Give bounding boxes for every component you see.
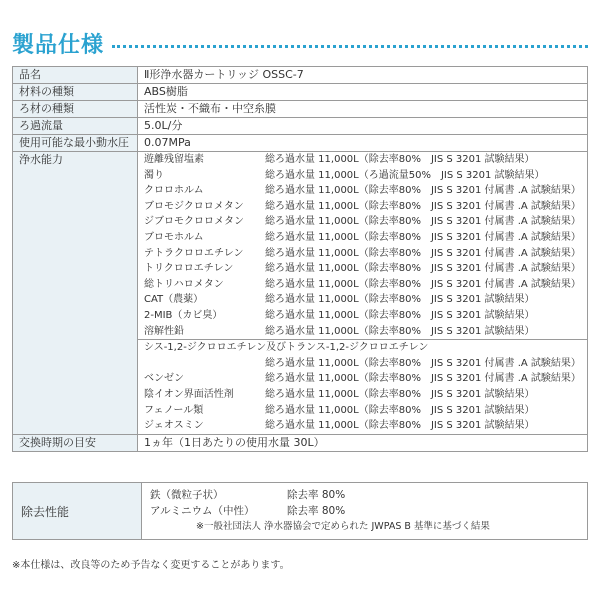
spec-value: ABS樹脂	[138, 84, 588, 101]
capability-row	[144, 387, 581, 403]
contaminant-name: 溶解性鉛	[144, 325, 184, 337]
spec-label: 使用可能な最小動水圧	[13, 135, 138, 152]
spec-row-min-pressure	[13, 135, 588, 152]
spec-value: 活性炭・不織布・中空糸膜	[138, 101, 588, 118]
contaminant-result: 総ろ過水量 11,000L（除去率80% JIS S 3201 付属書 .A 試験結果）	[265, 373, 581, 385]
contaminant-result: 総ろ過水量 11,000L（除去率80% JIS S 3201 試験結果）	[265, 404, 535, 416]
spec-label: 浄水能力	[13, 152, 138, 435]
contaminant-result: 総ろ過水量 11,000L（ろ過流量50% JIS S 3201 試験結果）	[265, 169, 545, 181]
spec-row-materials	[13, 84, 588, 101]
page-title: 製品仕様	[12, 32, 105, 58]
capability-row	[144, 308, 581, 324]
contaminant-name: テトラクロロエチレン	[144, 247, 244, 259]
capability-row	[144, 292, 581, 308]
contaminant-name: 遊離残留塩素	[144, 154, 204, 165]
capability-group-1	[138, 152, 588, 340]
contaminant-result: 総ろ過水量 11,000L（除去率80% JIS S 3201 試験結果）	[265, 309, 535, 321]
contaminant-result: 総ろ過水量 11,000L（除去率80% JIS S 3201 試験結果）	[265, 154, 535, 165]
contaminant-name: CAT（農薬）	[144, 294, 204, 306]
contaminant-result: 総ろ過水量 11,000L（除去率80% JIS S 3201 付属書 .A 試験結果）	[265, 263, 581, 275]
section-header	[12, 28, 588, 58]
removal-table	[12, 482, 588, 540]
removal-item	[150, 487, 579, 503]
spec-label: 品名	[13, 67, 138, 84]
contaminant-result: 総ろ過水量 11,000L（除去率80% JIS S 3201 試験結果）	[265, 325, 535, 337]
removal-row	[13, 483, 588, 540]
capability-row	[144, 168, 581, 184]
contaminant-name: トリクロロエチレン	[144, 263, 234, 275]
contaminant-name: 陰イオン界面活性剤	[144, 388, 234, 400]
capability-row	[144, 261, 581, 277]
spec-label: 交換時期の目安	[13, 434, 138, 451]
spec-row-flow-rate	[13, 118, 588, 135]
spec-value: 5.0L/分	[138, 118, 588, 135]
removal-label: 除去性能	[13, 483, 142, 540]
footnote: ※本仕様は、改良等のため予告なく変更することがあります。	[12, 560, 290, 571]
capability-row	[144, 324, 581, 340]
contaminant-result: 総ろ過水量 11,000L（除去率80% JIS S 3201 付属書 .A 試験結果）	[265, 200, 581, 212]
spec-label: 材料の種類	[13, 84, 138, 101]
contaminant-name: ブロモホルム	[144, 231, 204, 243]
capability-group-2	[138, 340, 588, 435]
removal-item-rate: 除去率 80%	[287, 489, 346, 501]
contaminant-name: 濁り	[144, 169, 164, 181]
contaminant-result: 総ろ過水量 11,000L（除去率80% JIS S 3201 試験結果）	[265, 388, 535, 400]
capability-row	[144, 403, 581, 419]
capability-row	[144, 183, 581, 199]
contaminant-name: クロロホルム	[144, 185, 204, 197]
contaminant-result: 総ろ過水量 11,000L（除去率80% JIS S 3201 付属書 .A 試験結果）	[265, 247, 581, 259]
capability-row	[144, 230, 581, 246]
contaminant-name: フェノール類	[144, 404, 204, 416]
contaminant-result: 総ろ過水量 11,000L（除去率80% JIS S 3201 付属書 .A 試験結果）	[265, 278, 581, 290]
contaminant-result: 総ろ過水量 11,000L（除去率80% JIS S 3201 付属書 .A 試験結果）	[265, 185, 581, 197]
spec-label: ろ材の種類	[13, 101, 138, 118]
spec-value: Ⅱ形浄水器カートリッジ OSSC-7	[138, 67, 588, 84]
spec-table	[12, 66, 588, 452]
capability-row	[144, 152, 581, 168]
spec-row-replacement	[13, 434, 588, 451]
removal-values	[142, 483, 588, 540]
spec-row-capability-1	[13, 152, 588, 340]
contaminant-name: ブロモジクロロメタン	[144, 200, 244, 212]
removal-note: ※一般社団法人 浄水器協会で定められた JWPAS B 基準に基づく結果	[196, 521, 490, 532]
title-dotted-divider	[112, 45, 588, 48]
capability-group-2-heading-result: 総ろ過水量 11,000L（除去率80% JIS S 3201 付属書 .A 試験結果）	[265, 357, 581, 369]
spec-label: ろ過流量	[13, 118, 138, 135]
removal-item-name: 鉄（微粒子状）	[150, 489, 224, 501]
contaminant-result: 総ろ過水量 11,000L（除去率80% JIS S 3201 試験結果）	[265, 420, 535, 432]
contaminant-name: 2-MIB（カビ臭）	[144, 309, 223, 321]
capability-row	[144, 418, 581, 434]
contaminant-name: ベンゼン	[144, 373, 184, 385]
spec-row-product-name	[13, 67, 588, 84]
contaminant-result: 総ろ過水量 11,000L（除去率80% JIS S 3201 試験結果）	[265, 294, 535, 306]
contaminant-name: ジブロモクロロメタン	[144, 216, 244, 228]
capability-row	[144, 199, 581, 215]
removal-item-rate: 除去率 80%	[287, 505, 346, 517]
spec-row-filter-media	[13, 101, 588, 118]
contaminant-result: 総ろ過水量 11,000L（除去率80% JIS S 3201 付属書 .A 試験結果）	[265, 216, 581, 228]
contaminant-result: 総ろ過水量 11,000L（除去率80% JIS S 3201 付属書 .A 試験結果）	[265, 231, 581, 243]
spec-value: 1ヵ年（1日あたりの使用水量 30L）	[138, 434, 588, 451]
spec-value: 0.07MPa	[138, 135, 588, 152]
capability-row	[144, 214, 581, 230]
capability-row	[144, 277, 581, 293]
capability-row	[144, 371, 581, 387]
capability-row	[144, 246, 581, 262]
removal-item-name: アルミニウム（中性）	[150, 505, 255, 517]
removal-item	[150, 503, 579, 519]
contaminant-name: ジェオスミン	[144, 420, 204, 432]
contaminant-name: 総トリハロメタン	[144, 278, 224, 290]
capability-group-2-heading: シス-1,2-ジクロロエチレン及びトランス-1,2-ジクロロエチレン	[144, 342, 429, 354]
